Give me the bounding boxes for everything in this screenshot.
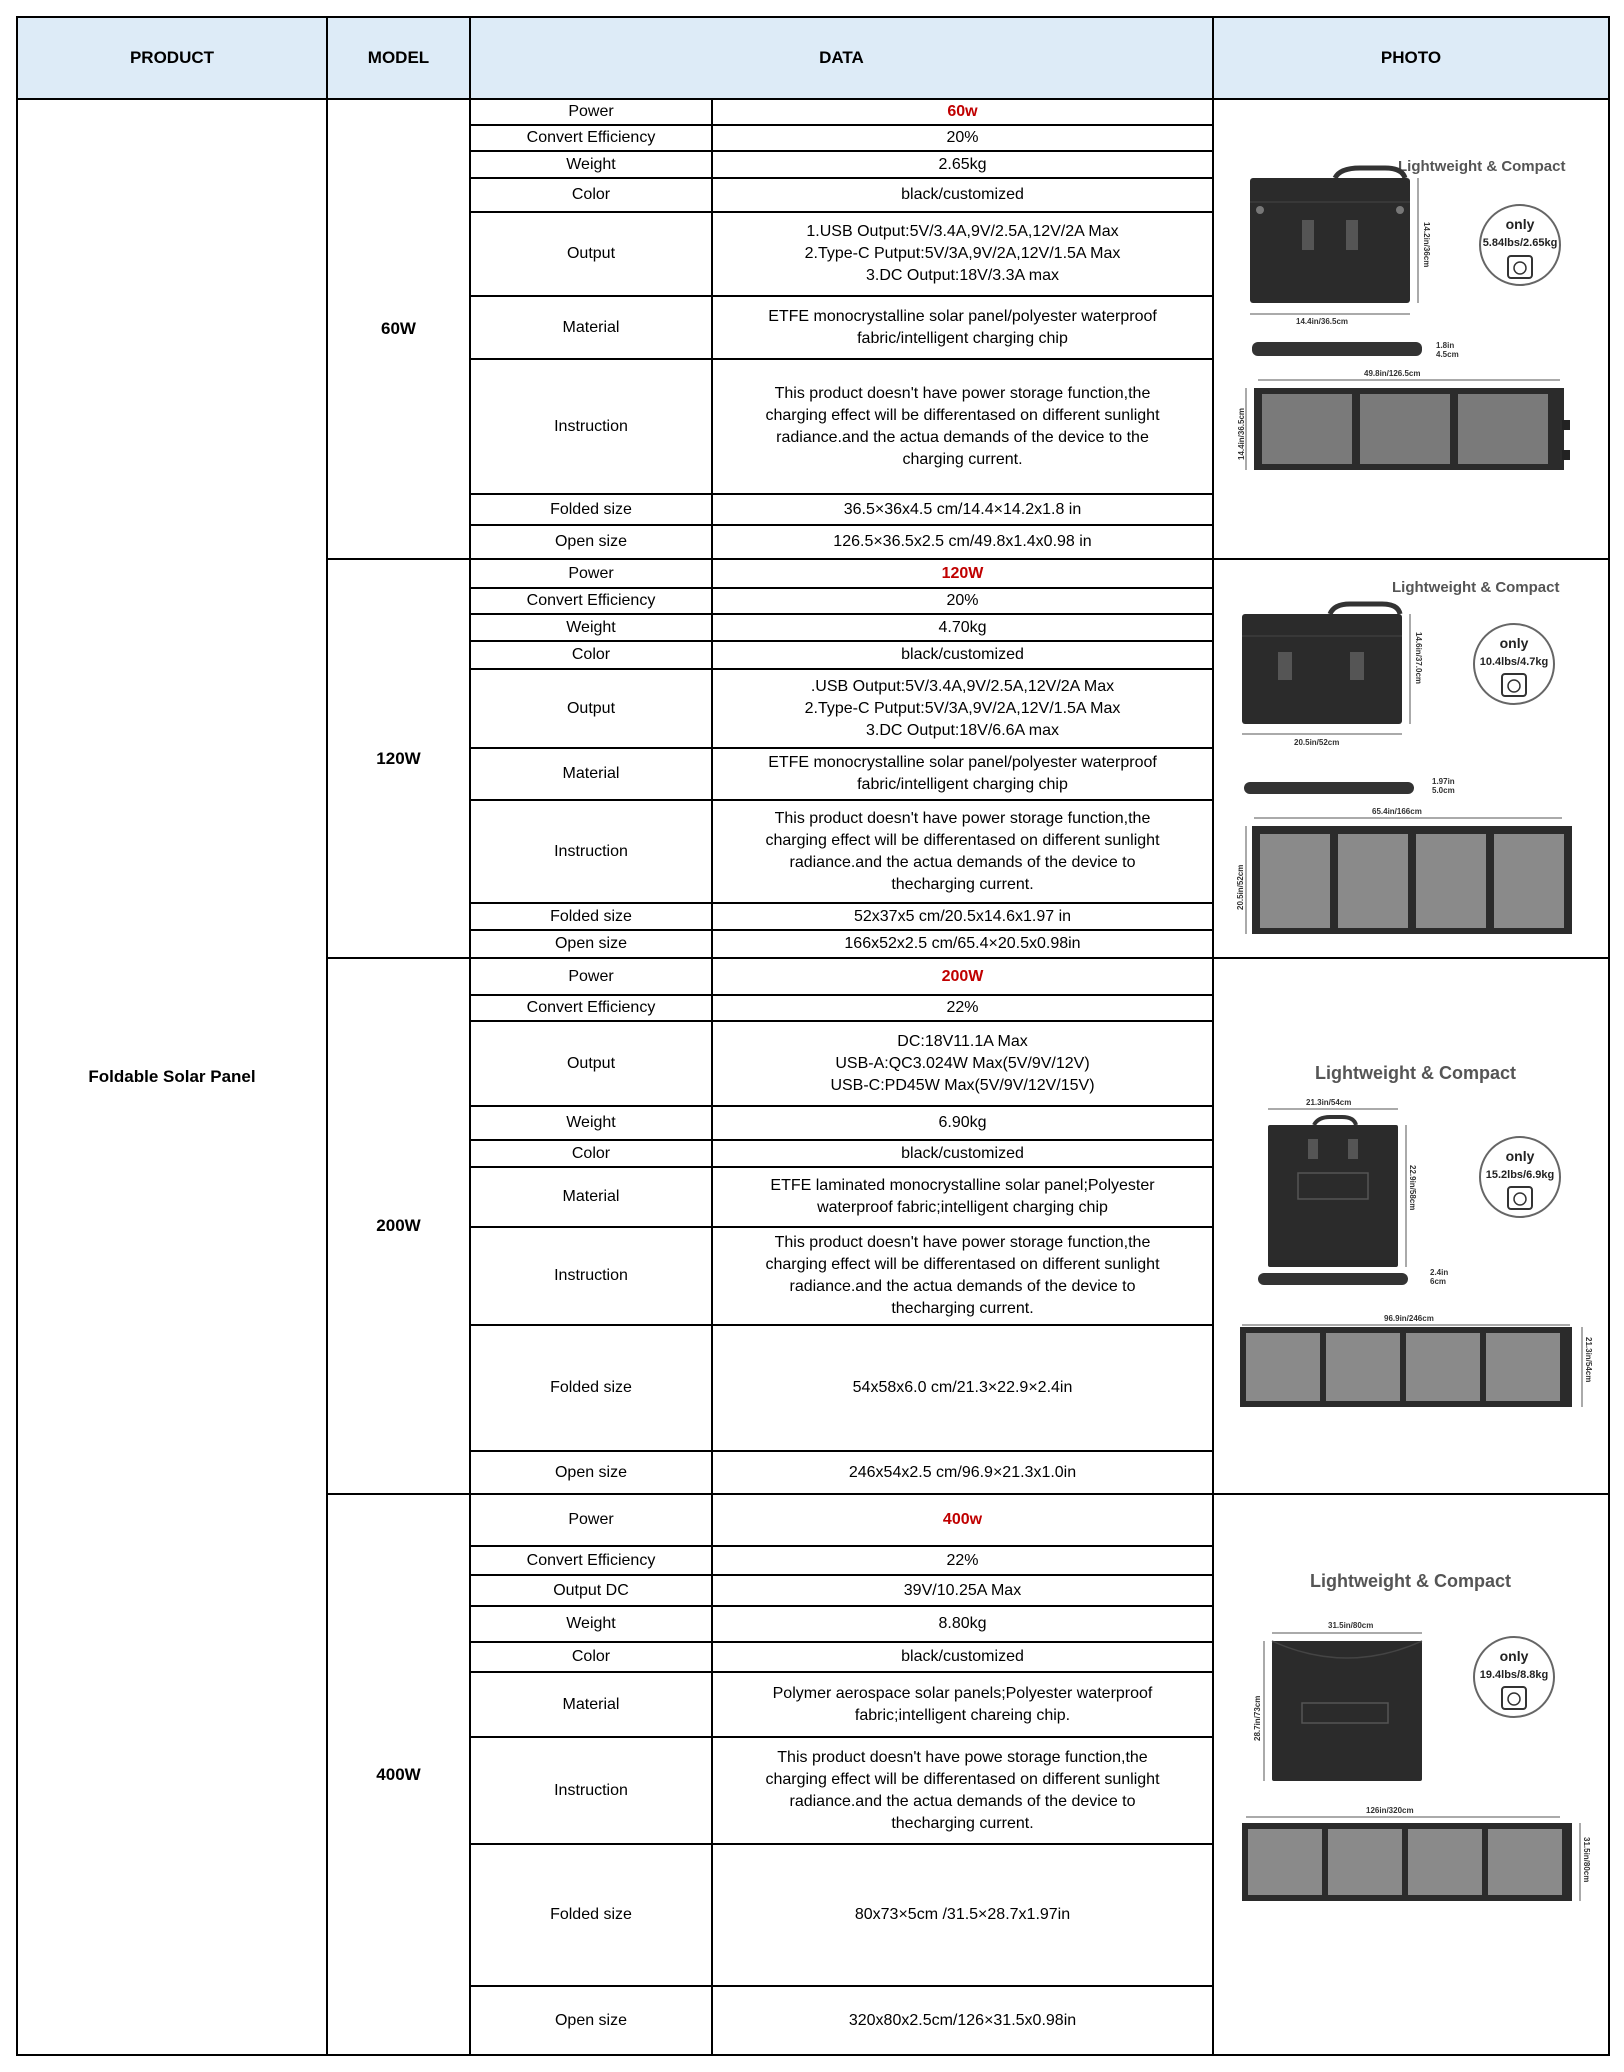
spec-label: Color bbox=[571, 1648, 611, 1665]
row-divider bbox=[470, 1105, 1213, 1107]
spec-value bbox=[712, 1575, 1213, 1606]
only-label: only bbox=[1499, 1648, 1529, 1664]
spec-label: Output bbox=[566, 245, 616, 262]
spec-value-line: fabric/intelligent charging chip bbox=[857, 329, 1068, 347]
spec-label: Weight bbox=[566, 1615, 616, 1632]
spec-value-line: 120W bbox=[941, 564, 984, 582]
spec-value bbox=[712, 958, 1213, 995]
spec-value-line: black/customized bbox=[901, 1648, 1024, 1665]
row-divider bbox=[470, 1545, 1213, 1547]
dim-height: 14.6in/37.0cm bbox=[1414, 632, 1423, 685]
spec-value bbox=[712, 359, 1213, 494]
table-border bbox=[1212, 16, 1214, 2056]
spec-value-line: thecharging current. bbox=[891, 875, 1034, 893]
row-divider bbox=[470, 1166, 1213, 1168]
row-divider bbox=[470, 1736, 1213, 1738]
row-divider bbox=[470, 613, 1213, 615]
header-product: PRODUCT bbox=[17, 17, 327, 99]
spec-label: Power bbox=[568, 564, 614, 582]
spec-value-line: black/customized bbox=[901, 1144, 1024, 1162]
spec-value-line: 320x80x2.5cm/126×31.5x0.98in bbox=[848, 2011, 1077, 2029]
header-photo: PHOTO bbox=[1213, 17, 1609, 99]
spec-value-line: 39V/10.25A Max bbox=[903, 1581, 1022, 1599]
dim-open-height: 14.4in/36.5cm bbox=[1237, 407, 1246, 460]
dim-thickness: 5.0cm bbox=[1432, 786, 1455, 795]
dim-height: 14.2in/36cm bbox=[1422, 222, 1431, 268]
group-divider bbox=[327, 558, 1609, 560]
spec-value-line: charging effect will be differentased on different sunlight bbox=[765, 831, 1160, 849]
spec-label: Instruction bbox=[554, 842, 628, 860]
row-divider bbox=[470, 177, 1213, 179]
dim-open-height: 20.5in/52cm bbox=[1236, 864, 1245, 910]
spec-value-line: 246x54x2.5 cm/96.9×21.3x1.0in bbox=[848, 1463, 1077, 1481]
spec-value bbox=[712, 525, 1213, 559]
spec-value bbox=[712, 1227, 1213, 1325]
dim-open-height: 31.5in/80cm bbox=[1582, 1837, 1591, 1883]
spec-value-line: .USB Output:5V/3.4A,9V/2.5A,12V/2A Max bbox=[810, 677, 1115, 695]
spec-value-line: 60w bbox=[947, 103, 978, 120]
spec-value bbox=[712, 1844, 1213, 1986]
spec-value bbox=[712, 1986, 1213, 2055]
row-divider bbox=[470, 1324, 1213, 1326]
table-border bbox=[16, 16, 18, 2056]
spec-value bbox=[712, 1325, 1213, 1451]
product-photo-200w bbox=[1230, 1055, 1600, 1415]
weight-label: 5.84lbs/2.65kg bbox=[1482, 237, 1558, 249]
spec-value-line: Polymer aerospace solar panels;Polyester waterproof bbox=[772, 1684, 1153, 1702]
dim-thickness: 1.97in bbox=[1432, 777, 1455, 786]
spec-value-line: ETFE laminated monocrystalline solar panel;Polyester bbox=[770, 1177, 1155, 1194]
dim-open-width: 96.9in/246cm bbox=[1384, 1314, 1434, 1323]
folded-panel-image bbox=[1272, 1641, 1422, 1781]
header-data: DATA bbox=[470, 17, 1213, 99]
spec-value bbox=[712, 1167, 1213, 1227]
table-border bbox=[17, 2054, 1610, 2056]
header-model: MODEL bbox=[327, 17, 470, 99]
spec-label: Instruction bbox=[554, 417, 628, 435]
row-divider bbox=[470, 150, 1213, 152]
spec-value-line: USB-C:PD45W Max(5V/9V/12V/15V) bbox=[830, 1076, 1095, 1094]
spec-label: Convert Efficiency bbox=[526, 129, 656, 146]
spec-value-line: black/customized bbox=[901, 646, 1024, 663]
row-divider bbox=[470, 1139, 1213, 1141]
photo-title: Lightweight & Compact bbox=[1315, 1063, 1516, 1083]
spec-label: Folded size bbox=[550, 1379, 632, 1396]
spec-value bbox=[712, 588, 1213, 614]
spec-label: Material bbox=[562, 318, 620, 336]
spec-label: Power bbox=[568, 103, 614, 120]
spec-value-line: ETFE monocrystalline solar panel/polyester waterproof bbox=[768, 754, 1157, 771]
spec-label: Open size bbox=[554, 1463, 628, 1481]
dim-open-width: 49.8in/126.5cm bbox=[1364, 369, 1421, 378]
spec-label: Open size bbox=[554, 935, 628, 952]
spec-value-line: black/customized bbox=[901, 186, 1024, 203]
spec-value-line: waterproof fabric;intelligent charging chip bbox=[817, 1199, 1108, 1216]
dim-thickness: 2.4in bbox=[1430, 1268, 1449, 1277]
row-divider bbox=[470, 668, 1213, 670]
row-divider bbox=[470, 493, 1213, 495]
dim-height: 22.9in/58cm bbox=[1408, 1165, 1417, 1211]
spec-value-line: radiance.and the actua demands of the device to bbox=[789, 1792, 1136, 1810]
spec-value-line: charging effect will be differentased on different sunlight bbox=[765, 1256, 1160, 1273]
dim-open-width: 126in/320cm bbox=[1366, 1806, 1414, 1815]
spec-label: Folded size bbox=[550, 907, 632, 925]
spec-value-line: 20% bbox=[946, 592, 979, 609]
dim-thickness: 1.8in bbox=[1436, 341, 1455, 350]
row-divider bbox=[470, 994, 1213, 996]
spec-label: Color bbox=[571, 1144, 611, 1162]
spec-value-line: 2.65kg bbox=[938, 155, 987, 173]
table-border bbox=[17, 16, 1610, 18]
group-divider bbox=[327, 1493, 1609, 1495]
spec-label: Instruction bbox=[554, 1267, 628, 1284]
dim-thickness: 6cm bbox=[1430, 1277, 1447, 1286]
spec-value bbox=[712, 1140, 1213, 1167]
photo-title: Lightweight & Compact bbox=[1310, 1571, 1511, 1591]
spec-label: Output DC bbox=[553, 1581, 629, 1599]
row-divider bbox=[470, 211, 1213, 213]
spec-label: Color bbox=[571, 186, 611, 203]
row-divider bbox=[470, 295, 1213, 297]
spec-label: Weight bbox=[566, 618, 616, 636]
spec-value-line: 8.80kg bbox=[938, 1615, 987, 1632]
dim-width: 21.3in/54cm bbox=[1306, 1098, 1352, 1107]
table-border bbox=[469, 16, 471, 2056]
spec-value bbox=[712, 125, 1213, 151]
folded-panel-image bbox=[1250, 178, 1410, 303]
photo-title: Lightweight & Compact bbox=[1398, 158, 1566, 175]
row-divider bbox=[470, 640, 1213, 642]
model-name: 120W bbox=[376, 748, 421, 768]
dim-width: 31.5in/80cm bbox=[1328, 1621, 1374, 1630]
bag-handle bbox=[1335, 168, 1405, 178]
spec-label: Power bbox=[568, 1511, 614, 1528]
folded-panel-image bbox=[1242, 614, 1402, 724]
spec-value-line: radiance.and the actua demands of the device to the bbox=[776, 428, 1149, 446]
spec-value-line: thecharging current. bbox=[891, 1814, 1034, 1832]
spec-label: Weight bbox=[566, 155, 616, 173]
row-divider bbox=[470, 524, 1213, 526]
spec-value-line: charging current. bbox=[902, 450, 1023, 468]
spec-value bbox=[712, 296, 1213, 359]
only-label: only bbox=[1505, 216, 1535, 232]
spec-value-line: 3.DC Output:18V/3.3A max bbox=[866, 267, 1059, 284]
spec-value-line: 52x37x5 cm/20.5x14.6x1.97 in bbox=[853, 907, 1072, 925]
spec-label: Material bbox=[562, 1695, 620, 1713]
spec-value bbox=[712, 748, 1213, 800]
spec-label: Material bbox=[562, 1188, 620, 1205]
product-photo-400w bbox=[1230, 1565, 1600, 1905]
spec-value bbox=[712, 641, 1213, 669]
spec-value-line: thecharging current. bbox=[891, 1300, 1034, 1317]
dim-thickness: 4.5cm bbox=[1436, 350, 1459, 359]
group-divider bbox=[327, 957, 1609, 959]
spec-value-line: 1.USB Output:5V/3.4A,9V/2.5A,12V/2A Max bbox=[806, 223, 1119, 240]
spec-value bbox=[712, 995, 1213, 1021]
spec-value-line: charging effect will be differentased on different sunlight bbox=[765, 1770, 1160, 1788]
product-photo-60w bbox=[1237, 150, 1600, 500]
spec-value-line: 3.DC Output:18V/6.6A max bbox=[866, 721, 1059, 739]
row-divider bbox=[470, 799, 1213, 801]
spec-value-line: This product doesn't have power storage function,the bbox=[774, 1234, 1151, 1251]
table-border bbox=[1608, 16, 1610, 2056]
model-name: 400W bbox=[376, 1764, 421, 1784]
model-name: 60W bbox=[381, 319, 416, 338]
table-border bbox=[711, 99, 713, 2055]
only-label: only bbox=[1505, 1148, 1535, 1164]
spec-value-line: This product doesn't have powe storage function,the bbox=[777, 1748, 1148, 1766]
spec-value bbox=[712, 212, 1213, 296]
spec-value-line: 20% bbox=[946, 129, 979, 146]
spec-value bbox=[712, 494, 1213, 525]
spec-value bbox=[712, 1021, 1213, 1106]
spec-value-line: DC:18V11.1A Max bbox=[897, 1032, 1028, 1050]
spec-value-line: 2.Type-C Putput:5V/3A,9V/2A,12V/1.5A Max bbox=[804, 699, 1121, 717]
spec-value-line: radiance.and the actua demands of the device to bbox=[789, 1278, 1136, 1295]
spec-value-line: This product doesn't have power storage function,the bbox=[774, 384, 1151, 402]
row-divider bbox=[470, 1226, 1213, 1228]
weight-label: 15.2lbs/6.9kg bbox=[1485, 1169, 1555, 1181]
row-divider bbox=[470, 929, 1213, 931]
dim-height: 28.7in/73cm bbox=[1253, 1695, 1262, 1741]
spec-value bbox=[712, 1106, 1213, 1140]
folded-panel-image bbox=[1268, 1125, 1398, 1267]
spec-value bbox=[712, 1494, 1213, 1546]
spec-value-line: 200W bbox=[941, 967, 984, 985]
photo-title: Lightweight & Compact bbox=[1392, 579, 1560, 596]
spec-value bbox=[712, 1606, 1213, 1642]
spec-value-line: fabric;intelligent chareing chip. bbox=[854, 1706, 1071, 1724]
only-label: only bbox=[1499, 635, 1529, 651]
dim-width: 20.5in/52cm bbox=[1294, 738, 1340, 747]
spec-label: Color bbox=[571, 646, 611, 663]
spec-value-line: 36.5×36x4.5 cm/14.4×14.2x1.8 in bbox=[843, 500, 1082, 518]
spec-value bbox=[712, 151, 1213, 178]
spec-value bbox=[712, 930, 1213, 958]
spec-label: Folded size bbox=[550, 1906, 632, 1923]
spec-label: Convert Efficiency bbox=[526, 592, 656, 609]
product-name: Foldable Solar Panel bbox=[88, 1067, 256, 1086]
spec-value bbox=[712, 1642, 1213, 1672]
spec-value-line: This product doesn't have power storage function,the bbox=[774, 809, 1151, 827]
spec-value bbox=[712, 1672, 1213, 1737]
spec-value-line: 22% bbox=[946, 999, 979, 1016]
spec-value-line: 126.5×36.5x2.5 cm/49.8x1.4x0.98 in bbox=[833, 533, 1092, 550]
spec-label: Output bbox=[566, 699, 616, 717]
side-view-image bbox=[1244, 782, 1414, 794]
spec-value bbox=[712, 903, 1213, 930]
spec-value-line: 54x58x6.0 cm/21.3×22.9×2.4in bbox=[852, 1379, 1073, 1396]
spec-value bbox=[712, 559, 1213, 588]
spec-value bbox=[712, 1451, 1213, 1494]
spec-value bbox=[712, 99, 1213, 125]
spec-value-line: 2.Type-C Putput:5V/3A,9V/2A,12V/1.5A Max bbox=[804, 245, 1121, 262]
spec-value-line: USB-A:QC3.024W Max(5V/9V/12V) bbox=[835, 1054, 1090, 1072]
row-divider bbox=[470, 1671, 1213, 1673]
spec-value-line: 22% bbox=[946, 1551, 979, 1569]
dim-width: 14.4in/36.5cm bbox=[1296, 317, 1349, 326]
spec-value-line: 80x73×5cm /31.5×28.7x1.97in bbox=[854, 1906, 1071, 1923]
row-divider bbox=[470, 358, 1213, 360]
spec-value bbox=[712, 178, 1213, 212]
spec-value-line: charging effect will be differentased on different sunlight bbox=[765, 406, 1160, 424]
spec-value-line: radiance.and the actua demands of the device to bbox=[789, 853, 1136, 871]
spec-label: Output bbox=[566, 1054, 616, 1072]
row-divider bbox=[470, 1985, 1213, 1987]
weight-label: 10.4lbs/4.7kg bbox=[1479, 656, 1549, 668]
model-name: 200W bbox=[376, 1216, 421, 1235]
spec-label: Folded size bbox=[550, 500, 632, 518]
row-divider bbox=[470, 1641, 1213, 1643]
spec-value-line: 4.70kg bbox=[938, 618, 987, 636]
row-divider bbox=[470, 587, 1213, 589]
spec-value bbox=[712, 614, 1213, 641]
table-border bbox=[17, 98, 1610, 100]
spec-label: Weight bbox=[566, 1114, 616, 1131]
table-border bbox=[326, 16, 328, 2056]
spec-label: Open size bbox=[554, 533, 628, 550]
row-divider bbox=[470, 124, 1213, 126]
row-divider bbox=[470, 1450, 1213, 1452]
dim-open-width: 65.4in/166cm bbox=[1372, 807, 1422, 816]
spec-label: Material bbox=[562, 765, 620, 782]
row-divider bbox=[470, 1843, 1213, 1845]
spec-value-line: 400w bbox=[942, 1511, 983, 1528]
spec-label: Open size bbox=[554, 2011, 628, 2029]
spec-value-line: ETFE monocrystalline solar panel/polyester waterproof bbox=[768, 307, 1157, 325]
row-divider bbox=[470, 1574, 1213, 1576]
side-view-image bbox=[1252, 342, 1422, 356]
spec-value bbox=[712, 669, 1213, 748]
product-photo-120w bbox=[1232, 570, 1597, 950]
spec-value bbox=[712, 1737, 1213, 1844]
dim-open-height: 21.3in/54cm bbox=[1584, 1337, 1593, 1383]
spec-label: Power bbox=[568, 967, 614, 985]
spec-label: Instruction bbox=[554, 1781, 628, 1799]
spec-label: Convert Efficiency bbox=[526, 999, 656, 1016]
spec-label: Convert Efficiency bbox=[526, 1551, 656, 1569]
row-divider bbox=[470, 902, 1213, 904]
weight-label: 19.4lbs/8.8kg bbox=[1479, 1669, 1549, 1681]
row-divider bbox=[470, 1605, 1213, 1607]
row-divider bbox=[470, 1020, 1213, 1022]
row-divider bbox=[470, 747, 1213, 749]
side-view-image bbox=[1258, 1273, 1408, 1285]
spec-value-line: 6.90kg bbox=[938, 1114, 987, 1131]
spec-value-line: fabric/intelligent charging chip bbox=[857, 776, 1068, 793]
spec-value-line: 166x52x2.5 cm/65.4×20.5x0.98in bbox=[844, 935, 1081, 952]
spec-value bbox=[712, 1546, 1213, 1575]
spec-value bbox=[712, 800, 1213, 903]
